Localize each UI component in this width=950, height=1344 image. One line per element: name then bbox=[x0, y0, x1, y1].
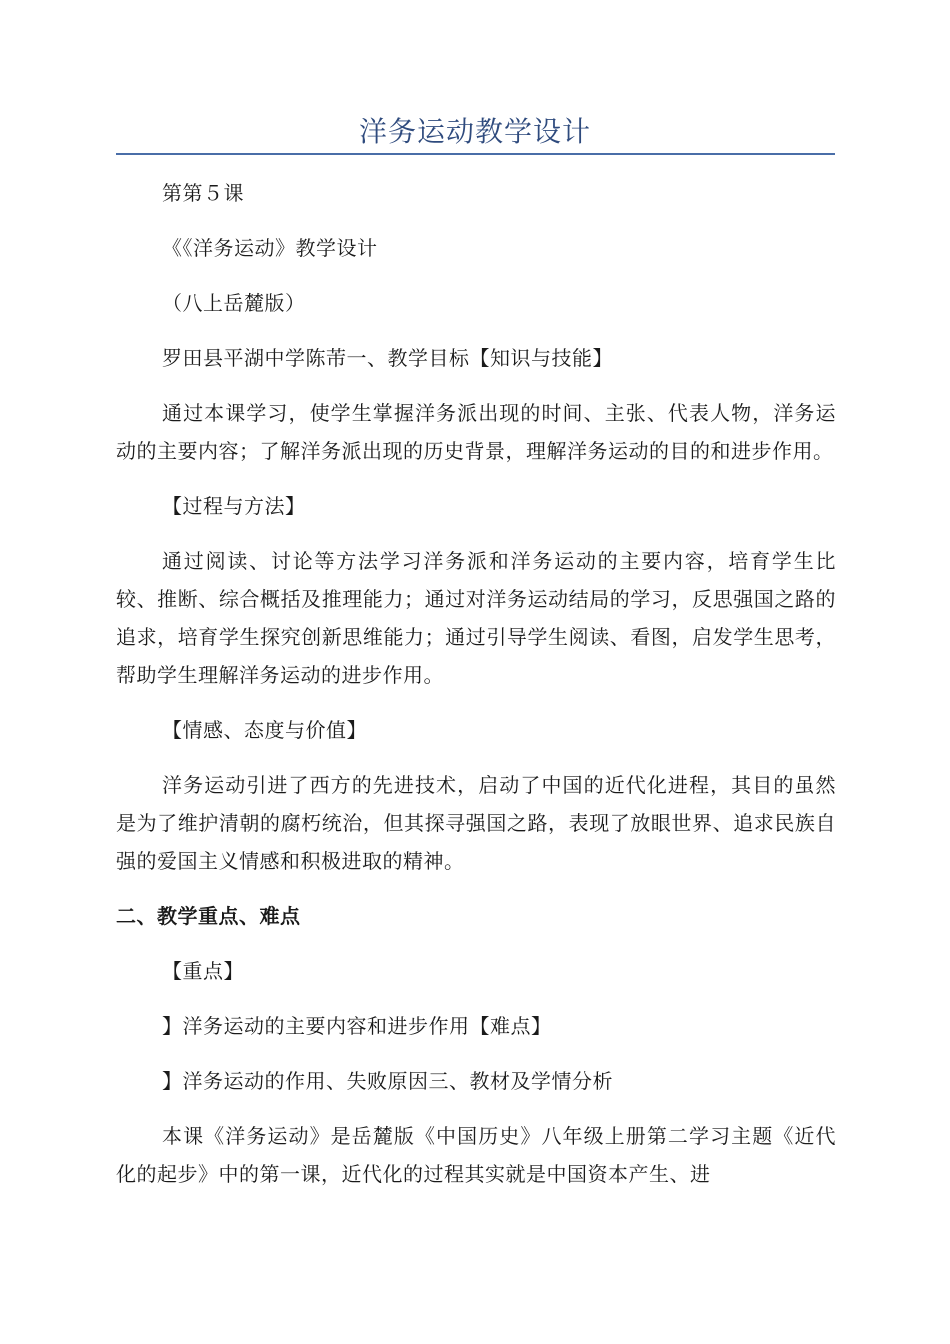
paragraph-lesson-number: 第第５课 bbox=[162, 181, 244, 205]
paragraph-knowledge-skills: 通过本课学习，使学生掌握洋务派出现的时间、主张、代表人物，洋务运动的主要内容；了解洋务派出现的历史背景，理解洋务运动的目的和进步作用。 bbox=[116, 401, 836, 463]
document-title: 洋务运动教学设计 bbox=[358, 115, 591, 148]
paragraph-author-objectives: 罗田县平湖中学陈芾一、教学目标【知识与技能】 bbox=[162, 346, 613, 370]
paragraph-process-heading: 【过程与方法】 bbox=[162, 494, 306, 518]
section-heading-key-difficult: 二、教学重点、难点 bbox=[116, 904, 301, 928]
paragraph-key-points: 】洋务运动的主要内容和进步作用【难点】 bbox=[162, 1014, 552, 1038]
paragraph-process-methods: 通过阅读、讨论等方法学习洋务派和洋务运动的主要内容，培育学生比较、推断、综合概括及推理能力；通过对洋务运动结局的学习，反思强国之路的追求，培育学生探究创新思维能力；通过引导学生阅读、看图，启发学生思考，帮助学生理解洋务运动的进步作用。 bbox=[116, 549, 836, 687]
paragraph-emotion-heading: 【情感、态度与价值】 bbox=[162, 718, 367, 742]
paragraph-emotion-values: 洋务运动引进了西方的先进技术，启动了中国的近代化进程，其目的虽然是为了维护清朝的腐朽统治，但其探寻强国之路，表现了放眼世界、追求民族自强的爱国主义情感和积极进取的精神。 bbox=[116, 773, 836, 873]
paragraph-textbook-analysis: 本课《洋务运动》是岳麓版《中国历史》八年级上册第二学习主题《近代化的起步》中的第一课，近代化的过程其实就是中国资本产生、进 bbox=[116, 1124, 836, 1186]
paragraph-edition: （八上岳麓版） bbox=[162, 291, 306, 315]
paragraph-lesson-title: 《《洋务运动》教学设计 bbox=[162, 236, 378, 260]
document-body bbox=[116, 174, 836, 1210]
paragraph-key-heading: 【重点】 bbox=[162, 959, 244, 983]
title-underline bbox=[116, 153, 835, 155]
paragraph-difficult-points: 】洋务运动的作用、失败原因三、教材及学情分析 bbox=[162, 1069, 613, 1093]
